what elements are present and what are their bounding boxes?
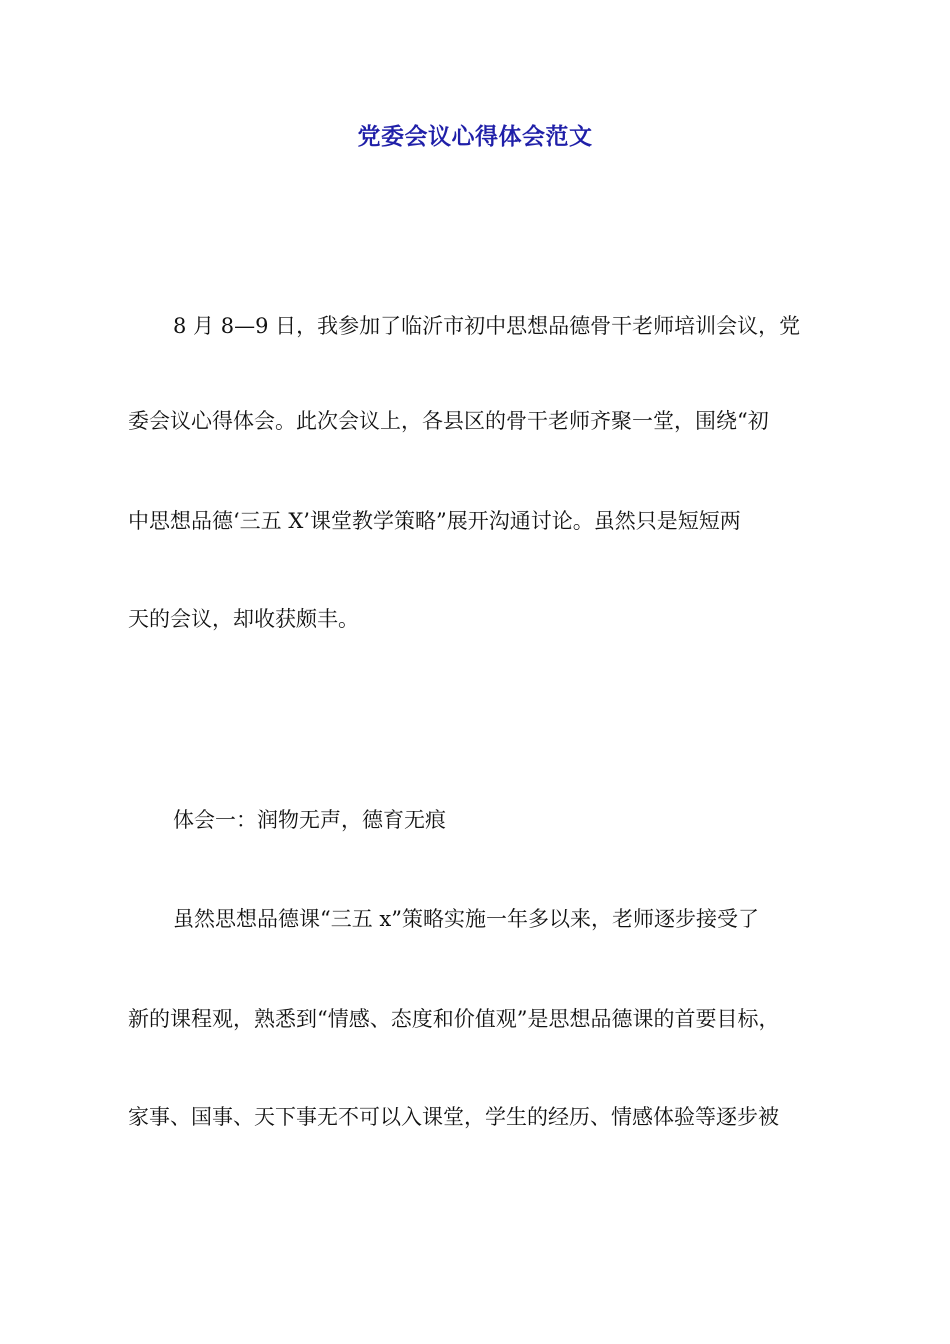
paragraph-line-5: 虽然思想品德课“三五 x”策略实施一年多以来，老师逐步接受了 <box>173 907 759 931</box>
section-heading: 体会一：润物无声，德育无痕 <box>173 808 446 832</box>
paragraph-line-3: 中思想品德‘三五 X’课堂教学策略”展开沟通讨论。虽然只是短短两 <box>128 509 741 533</box>
paragraph-line-4: 天的会议，却收获颇丰。 <box>128 607 359 631</box>
document-title: 党委会议心得体会范文 <box>357 124 593 150</box>
paragraph-line-2: 委会议心得体会。此次会议上，各县区的骨干老师齐聚一堂，围绕“初 <box>128 409 769 433</box>
paragraph-line-6: 新的课程观，熟悉到“情感、态度和价值观”是思想品德课的首要目标， <box>128 1007 780 1031</box>
paragraph-line-1: 8 月 8—9 日，我参加了临沂市初中思想品德骨干老师培训会议，党 <box>173 314 801 338</box>
paragraph-line-7: 家事、国事、天下事无不可以入课堂，学生的经历、情感体验等逐步被 <box>128 1105 779 1129</box>
